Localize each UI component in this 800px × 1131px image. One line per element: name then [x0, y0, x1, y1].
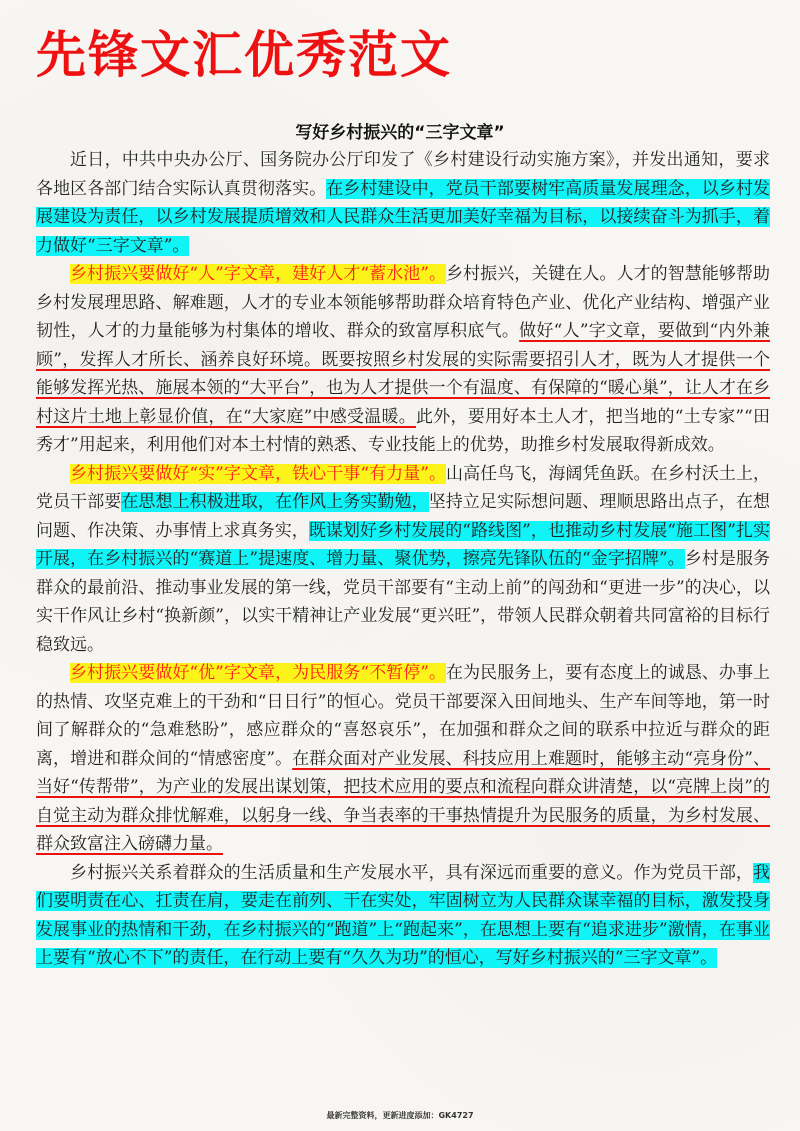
- banner-title: 先锋文汇优秀范文: [36, 26, 452, 84]
- p2-text-2: 此外，要用好本土人才，把当地的“土专家”“田秀才”用起来，利用他们对本土村情的熟悉、专业技能上的优势，助推乡村发展取得新成效。: [36, 406, 770, 455]
- footer-note: 最新完整资料，更新进度添加：GK4727: [326, 1111, 474, 1120]
- p3-highlight-cyan-1: 在思想上积极进取，在作风上务实勤勉，: [121, 492, 429, 512]
- p3-heading-highlight: 乡村振兴要做好“实”字文章，铁心干事“有力量”。: [70, 463, 447, 484]
- p3-text-2: 坚持立足实际想问题、理顺思路出点子，在想问题、作决策、办事情上求真务实，: [36, 492, 771, 541]
- article-title: 写好乡村振兴的“三字文章”: [295, 123, 505, 143]
- p3-highlight-cyan-2: 既谋划好乡村发展的“路线图”，也推动乡村发展“施工图”扎实开展，在乡村振兴的“赛道上”提速度、增力量、聚优势，擦亮先锋队伍的“金字招牌”。: [36, 520, 770, 569]
- paragraph-2: [36, 260, 770, 460]
- paragraph-1: [36, 146, 770, 260]
- p1-highlight-cyan: 在乡村建设中，党员干部要树牢高质量发展理念，以乡村发展建设为责任，以乡村发展提质增效和人民群众生活更加美好幸福为目标，以接续奋斗为抓手，着力做好“三字文章”。: [36, 178, 771, 256]
- article-body: [36, 146, 770, 973]
- p4-underlined-text: 在群众面对产业发展、科技应用上难题时，能够主动“亮身份”、当好“传帮带”，为产业的发展出谋划策，把技术应用的要点和流程向群众讲清楚，以“亮牌上岗”的自觉主动为群众排忧解难，以躬身一线、争当表率的干事热情提升为民服务的质量，为乡村发展、群众致富注入磅礴力量。: [36, 748, 770, 854]
- p5-highlight-cyan: 我们要明责在心、扛责在肩，要走在前列、干在实处，牢固树立为人民群众谋幸福的目标，激发投身发展事业的热情和干劲，在乡村振兴的“跑道”上“跑起来”，在思想上要有“追求进步”激情，在事业上要有“放心不下”的责任，在行动上要有“久久为功”的恒心，写好乡村振兴的“三字文章”。: [36, 862, 770, 968]
- p5-text: 乡村振兴关系着群众的生活质量和生产发展水平，具有深远而重要的意义。作为党员干部，: [70, 862, 753, 883]
- paragraph-5: [36, 859, 770, 973]
- p4-text-1: 在为民服务上，要有态度上的诚恳、办事上的热情、攻坚克难上的干劲和“日日行”的恒心。党员干部要深入田间地头、生产车间等地，第一时间了解群众的“急难愁盼”，感应群众的“喜怒哀乐”，在加强和群众之间的联系中拉近与群众的距离，增进和群众间的“情感密度”。: [36, 663, 771, 769]
- p2-text-1: 乡村振兴，关键在人。人才的智慧能够帮助乡村发展理思路、解难题，人才的专业本领能够帮助群众培育特色产业、优化产业结构、增强产业韧性，人才的力量能够为村集体的增收、群众的致富厚积底气。: [36, 264, 771, 341]
- p2-heading-highlight: 乡村振兴要做好“人”字文章，建好人才“蓄水池”。: [70, 264, 447, 284]
- p1-text: 近日，中共中央办公厅、国务院办公厅印发了《乡村建设行动实施方案》，并发出通知，要求各地区各部门结合实际认真贯彻落实。: [36, 150, 770, 199]
- paragraph-4: [36, 659, 770, 859]
- paragraph-3: [36, 460, 770, 660]
- p4-heading-highlight: 乡村振兴要做好“优”字文章，为民服务“不暂停”。: [70, 663, 447, 683]
- p3-text-3: 乡村是服务群众的最前沿、推动事业发展的第一线，党员干部要有“主动上前”的闯劲和“更进一步”的决心，以实干作风让乡村“换新颜”，以实干精神让产业发展“更兴旺”，带领人民群众朝着共同富裕的目标行稳致远。: [36, 549, 770, 655]
- p3-text-1: 山高任鸟飞，海阔凭鱼跃。在乡村沃土上，党员干部要: [36, 463, 771, 512]
- p2-underlined-text: 做好“人”字文章，要做到“内外兼顾”，发挥人才所长、涵养良好环境。既要按照乡村发展的实际需要招引人才，既为人才提供一个能够发挥光热、施展本领的“大平台”，也为人才提供一个有温度、有保障的“暖心巢”，让人才在乡村这片土地上彰显价值，在“大家庭”中感受温暖。: [36, 321, 771, 427]
